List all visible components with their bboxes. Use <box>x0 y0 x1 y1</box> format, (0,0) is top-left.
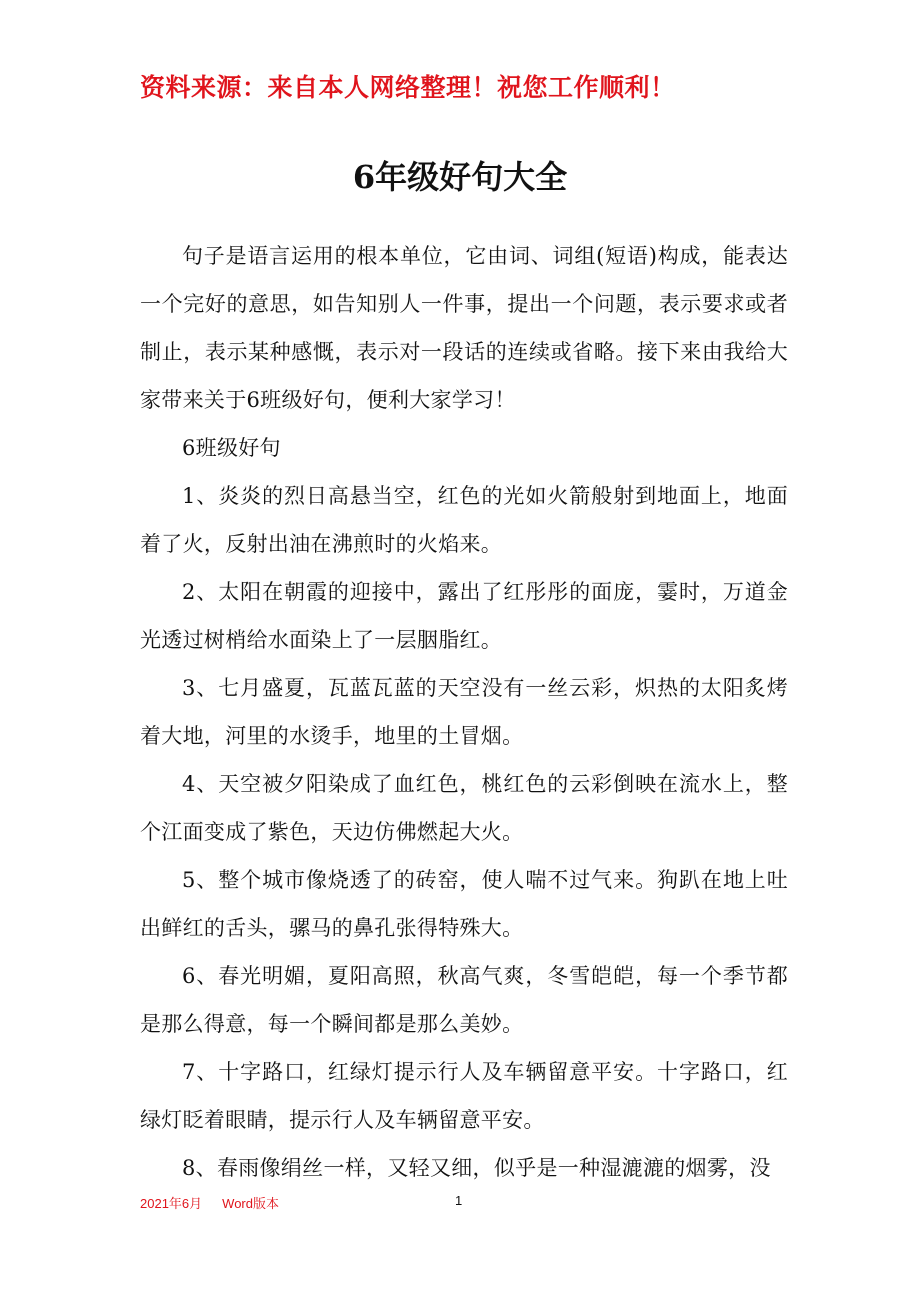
page-title: 6年级好句大全 <box>352 158 568 196</box>
source-banner: 资料来源：来自本人网络整理！祝您工作顺利！ <box>140 73 676 102</box>
document-body <box>140 232 788 1192</box>
footer-date: 2021年6月 <box>140 1196 203 1211</box>
page-footer <box>0 1193 920 1213</box>
page-number: 1 <box>455 1193 463 1208</box>
sentence-item: 2、太阳在朝霞的迎接中，露出了红彤彤的面庞，霎时，万道金光透过树梢给水面染上了一层胭脂红。 <box>140 580 788 652</box>
sentence-item: 7、十字路口，红绿灯提示行人及车辆留意平安。十字路口，红绿灯眨着眼睛，提示行人及车辆留意平安。 <box>140 1060 788 1132</box>
section-heading: 6班级好句 <box>182 436 281 460</box>
sentence-item: 3、七月盛夏，瓦蓝瓦蓝的天空没有一丝云彩，炽热的太阳炙烤着大地，河里的水烫手，地里的土冒烟。 <box>140 676 788 748</box>
intro-paragraph: 句子是语言运用的根本单位，它由词、词组(短语)构成，能表达一个完好的意思，如告知别人一件事，提出一个问题，表示要求或者制止，表示某种感慨，表示对一段话的连续或省略。接下来由我给大家带来关于6班级好句，便利大家学习！ <box>140 244 788 412</box>
sentence-item: 4、天空被夕阳染成了血红色，桃红色的云彩倒映在流水上，整个江面变成了紫色，天边仿佛燃起大火。 <box>140 772 788 844</box>
sentence-item: 1、炎炎的烈日高悬当空，红色的光如火箭般射到地面上，地面着了火，反射出油在沸煎时的火焰来。 <box>140 484 788 556</box>
footer-meta <box>140 1193 279 1212</box>
sentence-item: 6、春光明媚，夏阳高照，秋高气爽，冬雪皑皑，每一个季节都是那么得意，每一个瞬间都是那么美妙。 <box>140 964 788 1036</box>
sentence-item: 5、整个城市像烧透了的砖窑，使人喘不过气来。狗趴在地上吐出鲜红的舌头，骡马的鼻孔张得特殊大。 <box>140 868 788 940</box>
footer-version: Word版本 <box>222 1196 279 1211</box>
sentence-item: 8、春雨像绢丝一样，又轻又细，似乎是一种湿漉漉的烟雾，没 <box>182 1156 771 1180</box>
